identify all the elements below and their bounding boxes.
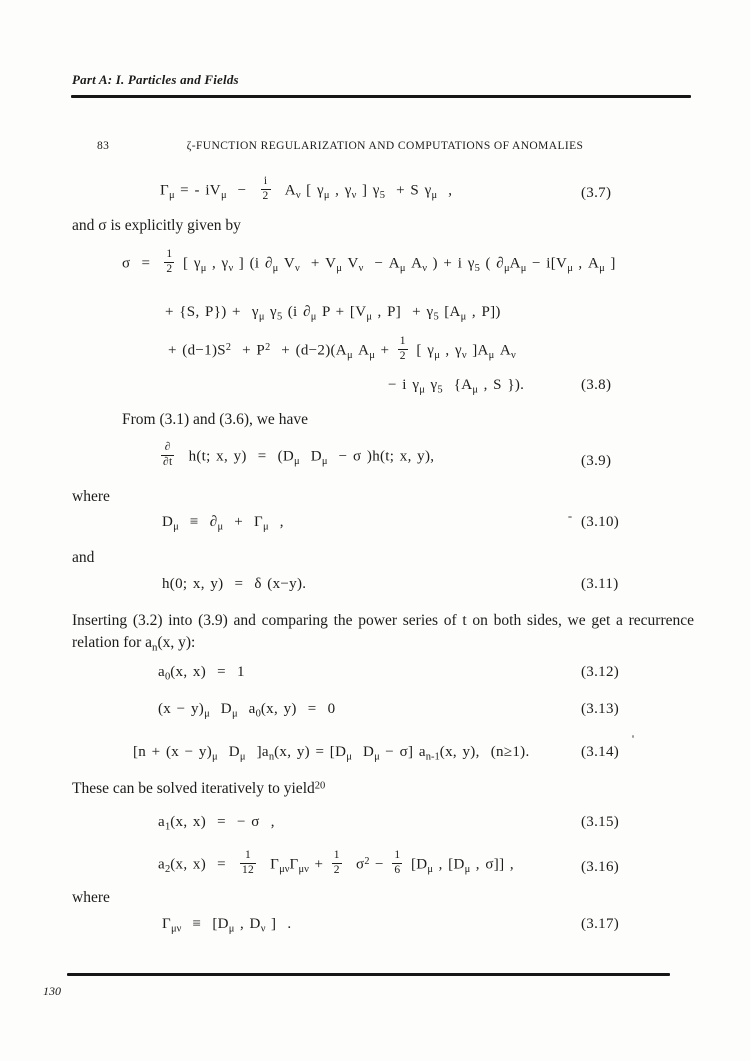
equation-3-13-math: $(x - y)_\mu$ $D_\mu$ $a_0(x$, y) = 0 <box>158 701 336 720</box>
equation-3-14-math: [$n + (x - y)_\mu$ $D_\mu$ ]$a_n(x$, $y) = [D_\mu$ $D_\mu - \sigma$] $a_{n-1}(x$, y), (n≥1). <box>133 744 530 763</box>
body-text-where-1: where <box>72 488 110 505</box>
equation-3-17-math: $\Gamma_{\mu\nu} \equiv [D_\mu$ , $D_\nu$ ] . <box>162 916 292 935</box>
equation-3-12-number: (3.12) <box>581 664 620 680</box>
equation-3-8-number: (3.8) <box>581 377 612 393</box>
body-text-sigma-intro: and σ is explicitly given by <box>72 217 241 234</box>
running-head-title: ζ-FUNCTION REGULARIZATION AND COMPUTATIONS OF ANOMALIES <box>186 140 584 152</box>
equation-3-8-math-line-1: σ = $\frac{1}{2}$ [ $\gamma_\mu$ , $\gamma_\nu$ ] (i $\partial_\mu$ $V_\nu + V_\mu$ $V_\nu - A_\mu$ $A_\nu$ ) + i $\gamma_5$ ( $\partial_\mu A_\mu - i[V_\mu$ , $A_\mu$ ] <box>122 248 616 275</box>
running-head-page-number: 83 <box>97 140 110 152</box>
equation-3-16-math: $a_2(x$, x) = $\frac{1}{12}$ $\Gamma_{\mu\nu}\Gamma_{\mu\nu}$ + $\frac{1}{2}$ $\sigma^2$ − $\frac{1}{6}$ [$D_\mu$ , [$D_\mu$ , σ]] , <box>158 849 514 876</box>
equation-3-16-number: (3.16) <box>581 859 620 875</box>
equation-3-8-math-line-4: − i $\gamma_\mu$ $\gamma_5$ {$A_\mu$ , S }). <box>388 377 525 396</box>
equation-3-14-number: (3.14) <box>581 744 620 760</box>
footer-page-number: 130 <box>43 984 61 998</box>
equation-3-7-number: (3.7) <box>581 185 612 201</box>
body-text-from-3-1: From (3.1) and (3.6), we have <box>122 411 308 428</box>
body-text-and: and <box>72 549 95 566</box>
equation-3-8-math-line-2: + {S, $P\}) + \gamma_\mu$ $\gamma_5$ (i $\partial_\mu$ $P + [V_\mu$ , $P] + \gamma_5$ [$A_\mu$ , P]) <box>165 304 501 323</box>
equation-3-11-math: h(0; x, y) = δ (x−y). <box>162 576 307 592</box>
equation-3-8-math-line-3: + $(d-1)S^2 + P^2 + (d-2)(A_\mu$ $A_\mu$ + $\frac{1}{2}$ [ $\gamma_\mu$ , $\gamma_\nu$ ]$A_\mu$ $A_\nu$ <box>168 335 516 362</box>
equation-3-11-number: (3.11) <box>581 576 619 592</box>
equation-3-7-math: $\Gamma_\mu$ = - $iV_\mu$ − $\frac{i}{2}$ $A_\nu$ [ $\gamma_\mu$ , $\gamma_\nu$ ] $\gamma_5 + S$ $\gamma_\mu$ , <box>160 175 453 202</box>
scan-speck <box>568 516 572 518</box>
equation-3-15-number: (3.15) <box>581 814 620 830</box>
equation-3-9-number: (3.9) <box>581 453 612 469</box>
equation-3-17-number: (3.17) <box>581 916 620 932</box>
equation-3-15-math: $a_1(x$, x) = − σ , <box>158 814 275 833</box>
body-paragraph-recurrence: Inserting (3.2) into (3.9) and comparing the power series of t on both sides, we get a recurrence relation for $a_n(x$, y): <box>72 612 694 654</box>
equation-3-13-number: (3.13) <box>581 701 620 717</box>
scan-speck <box>632 735 634 738</box>
body-text-solved-iteratively: These can be solved iteratively to yield$^{20}$ <box>72 780 326 797</box>
equation-3-10-math: $D_\mu \equiv \partial_\mu + \Gamma_\mu$ , <box>162 514 284 533</box>
equation-3-10-number: (3.10) <box>581 514 620 530</box>
header-rule <box>71 95 691 98</box>
page-header: Part A: I. Particles and Fields <box>72 72 239 87</box>
equation-3-9-math: $\frac{\partial}{\partial t}$ h(t; x, $y) = (D_\mu$ $D_\mu - \sigma$ )h(t; x, y), <box>163 441 435 468</box>
equation-3-12-math: $a_0(x$, x) = 1 <box>158 664 245 683</box>
footer-rule <box>67 973 670 976</box>
body-text-where-2: where <box>72 889 110 906</box>
